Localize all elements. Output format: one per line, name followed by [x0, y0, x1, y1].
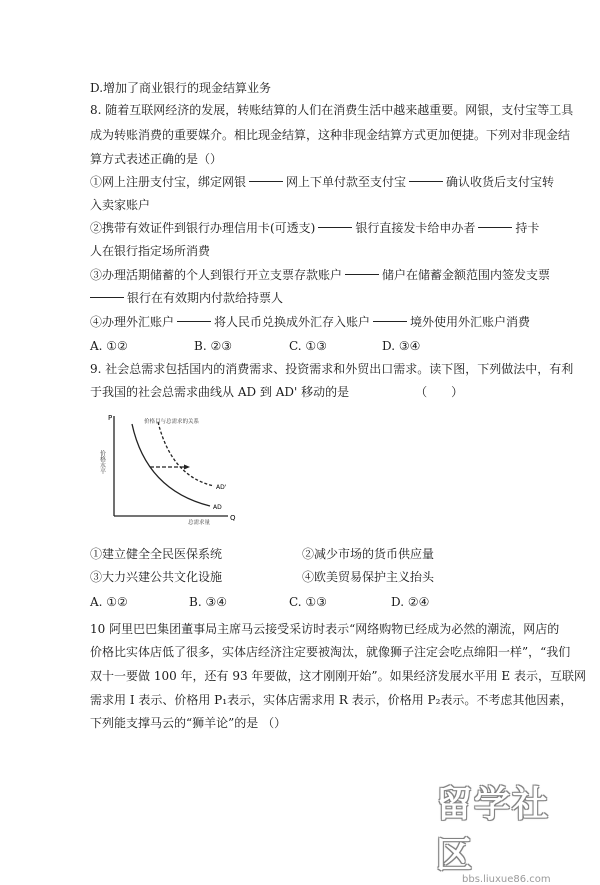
q9-option-b: B. ③④ [189, 595, 227, 609]
q9-statement-3: ③大力兴建公共文化设施 [90, 570, 223, 584]
text: 将人民币兑换成外汇存入账户 [214, 315, 371, 329]
q9-option-a: A. ①② [90, 595, 128, 609]
answer-paren: （ ） [415, 385, 464, 399]
q8-text-2: 成为转账消费的重要媒介。相比现金结算，这种非现金结算方式更加便捷。下列对非现金结 [90, 128, 571, 142]
q8-text-3: 算方式表述正确的是（） [90, 152, 223, 166]
text: ①网上注册支付宝，绑定网银 [90, 175, 247, 189]
text: 银行在有效期内付款给持票人 [127, 291, 284, 305]
text: ②携带有效证件到银行办理信用卡(可透支) [90, 221, 316, 235]
arrow-dash [90, 297, 124, 298]
ad-curve [132, 424, 210, 506]
q10-text-4: 需求用 I 表示、价格用 P₁表示，实体店需求用 R 表示，价格用 P₂表示。不考虑其他因素， [90, 693, 573, 707]
q10-text-1: 10 阿里巴巴集团董事局主席马云接受采访时表示“网络购物已经成为必然的潮流，网店的 [90, 622, 560, 636]
q8-item-3 [90, 267, 550, 283]
q9-statement-1: ①建立健全全民医保系统 [90, 547, 223, 561]
q9-statement-2: ②减少市场的货币供应量 [302, 547, 435, 561]
text: ④办理外汇账户 [90, 315, 175, 329]
q9-text-1: 9. 社会总需求包括国内的消费需求、投资需求和外贸出口需求。读下图，下列做法中，有利 [90, 362, 574, 376]
chart-top-label: 价格目与总需求的关系 [144, 419, 200, 425]
q9-option-c: C. ①③ [289, 595, 327, 609]
arrow-dash [318, 227, 352, 228]
q9-text-2 [90, 384, 463, 400]
q10-text-5: 下列能支撑马云的“狮羊论”的是 （） [90, 716, 287, 730]
watermark-logo [436, 776, 586, 885]
ad-shift-chart [98, 410, 238, 528]
q8-item-4 [90, 314, 530, 330]
arrow-dash [177, 321, 211, 322]
prev-option-d: D.增加了商业银行的现金结算业务 [90, 81, 272, 95]
q8-item-1-cont: 入卖家账户 [90, 198, 151, 212]
text: 网上下单付款至支付宝 [286, 175, 407, 189]
text: 银行直接发卡给申办者 [355, 221, 476, 235]
arrow-dash [478, 227, 512, 228]
watermark-title: 留学社区 [436, 784, 551, 876]
ad-label: AD [213, 504, 222, 511]
q8-item-1 [90, 174, 554, 190]
q8-item-2 [90, 220, 539, 236]
text: 储户在储蓄金额范围内签发支票 [382, 268, 551, 282]
q8-item-3-cont [90, 290, 283, 306]
arrow-dash [249, 181, 283, 182]
q10-text-2: 价格比实体店低了很多，实体店经济注定要被淘汰，就像狮子注定会吃点绵阳一样”，“我们 [90, 645, 571, 659]
q8-option-b: B. ②③ [194, 339, 232, 353]
q8-option-d: D. ③④ [382, 339, 421, 353]
y-axis-label: 价格水平 [98, 450, 106, 474]
text: 确认收货后支付宝转 [446, 175, 555, 189]
q10-text-3: 双十一要做 100 年，还有 93 年要做，这才刚刚开始”。如果经济发展水平用 E 表示，互联网 [90, 669, 586, 683]
text: ③办理活期储蓄的个人到银行开立支票存款账户 [90, 268, 343, 282]
q8-text-1: 8. 随着互联网经济的发展，转账结算的人们在消费生活中越来越重要。网银，支付宝等工具 [90, 103, 574, 117]
q8-item-2-cont: 人在银行指定场所消费 [90, 244, 211, 258]
q8-option-c: C. ①③ [289, 339, 327, 353]
ad-prime-label: AD' [216, 484, 227, 491]
text: 境外使用外汇账户消费 [410, 315, 531, 329]
x-axis-label: 总需求量 [188, 520, 211, 526]
text: 于我国的社会总需求曲线从 AD 到 AD' 移动的是 [90, 385, 350, 399]
q9-statement-4: ④欧美贸易保护主义抬头 [302, 570, 435, 584]
q8-option-a: A. ①② [90, 339, 128, 353]
y-axis-letter: P [108, 414, 113, 422]
arrow-dash [409, 181, 443, 182]
text: 持卡 [515, 221, 540, 235]
watermark-url: bbs.liuxue86.com [462, 874, 551, 885]
arrow-dash [373, 321, 407, 322]
x-axis-letter: Q [230, 514, 236, 522]
shift-arrowhead [184, 465, 190, 470]
q9-option-d: D. ②④ [391, 595, 430, 609]
arrow-dash [345, 274, 379, 275]
ad-prime-curve [158, 422, 214, 486]
